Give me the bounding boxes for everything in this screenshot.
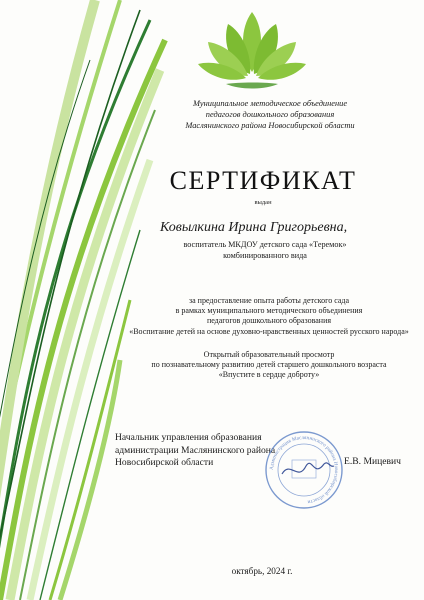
grounds-line-4: «Воспитание детей на основе духовно-нравственных ценностей русского народа» bbox=[129, 326, 409, 336]
organization-line-2: педагогов дошкольного образования bbox=[205, 110, 335, 119]
lotus-logo-icon bbox=[196, 10, 308, 92]
role-line-1: Начальник управления образования bbox=[115, 432, 262, 443]
signatory-name: Е.В. Мицевич bbox=[344, 456, 402, 467]
role-line-2: администрации Маслянинского района bbox=[115, 444, 276, 456]
position-line-1: воспитатель МКДОУ детского сада «Теремок» bbox=[183, 240, 347, 249]
official-stamp-icon bbox=[264, 430, 344, 510]
issue-date: октябрь, 2024 г. bbox=[231, 566, 293, 576]
grounds-line-2: в рамках муниципального методического объединения bbox=[175, 306, 363, 316]
award-grounds bbox=[116, 296, 422, 337]
stamp-ring-text: Администрация Маслянинского района Новосибирской области bbox=[268, 434, 340, 505]
certificate-title: СЕРТИФИКАТ bbox=[169, 166, 357, 195]
organization-line-3: Маслянинского района Новосибирской области bbox=[185, 121, 355, 130]
role-line-3: Новосибирской области bbox=[115, 457, 214, 468]
event-line-3: «Впустите в сердце доброту» bbox=[218, 370, 320, 380]
event-description bbox=[116, 350, 422, 381]
recipient-name: Ковылкина Ирина Григорьевна, bbox=[160, 220, 348, 235]
position-line-2: комбинированного вида bbox=[223, 251, 307, 260]
event-line-1: Открытый образовательный просмотр bbox=[203, 350, 335, 359]
grounds-line-3: педагогов дошкольного образования bbox=[206, 316, 332, 326]
issued-label: выдан bbox=[254, 199, 272, 206]
organization-header bbox=[160, 98, 380, 131]
organization-line-1: Муниципальное методическое объединение bbox=[192, 99, 348, 108]
recipient-position bbox=[160, 239, 370, 261]
event-line-2: по познавательному развитию детей старшего дошкольного возраста bbox=[151, 360, 387, 370]
grounds-line-1: за предоставление опыта работы детского сада bbox=[188, 296, 350, 305]
